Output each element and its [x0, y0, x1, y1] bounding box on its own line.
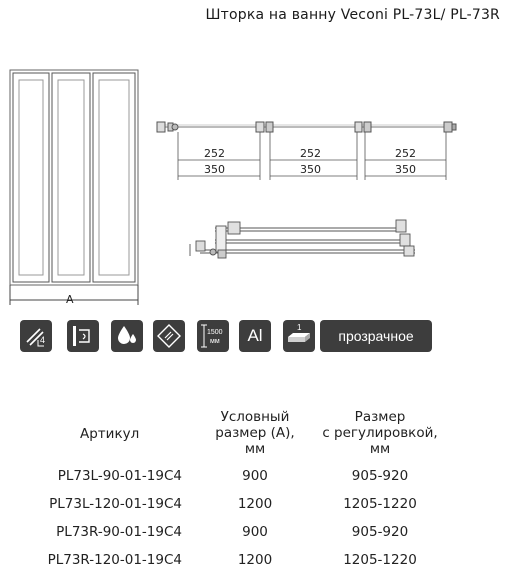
row-size: 1200 [237, 496, 273, 512]
height-unit: мм [210, 338, 220, 345]
table-header-size-2: размер (А), [215, 425, 295, 441]
row-adjustment: 905-920 [351, 524, 409, 540]
row-adjustment: 1205-1220 [343, 496, 417, 512]
table-header-size-3: мм [244, 441, 266, 457]
row-article: PL73L-120-01-19C4 [49, 496, 182, 512]
table-header-adj-2: с регулировкой, [322, 425, 438, 441]
reversible-mount-icon [67, 320, 99, 352]
row-adjustment: 1205-1220 [343, 552, 417, 568]
row-article: PL73L-90-01-19C4 [57, 468, 182, 484]
dim-inner-2: 252 [300, 147, 321, 160]
row-size: 900 [242, 524, 268, 540]
row-adjustment: 905-920 [351, 468, 409, 484]
water-repellent-icon [111, 320, 143, 352]
table-header-adj-1: Размер [354, 409, 406, 425]
table-header-adj-3: мм [369, 441, 391, 457]
table-header-size-1: Условный [220, 409, 290, 425]
box-count-value: 1 [297, 323, 302, 332]
height-icon [197, 320, 229, 352]
row-article: PL73R-120-01-19C4 [47, 552, 182, 568]
easy-clean-icon [153, 320, 185, 352]
aluminium-profile-icon [239, 320, 271, 352]
table-header-article: Артикул [80, 426, 140, 442]
dim-inner-3: 252 [395, 147, 416, 160]
front-view [10, 70, 138, 305]
material-label: Al [247, 326, 263, 345]
box-count-icon [283, 320, 315, 352]
glass-thickness-value: 4 [40, 335, 46, 345]
row-article: PL73R-90-01-19C4 [56, 524, 182, 540]
height-value: 1500 [207, 329, 223, 336]
glass-type-badge: прозрачное [320, 320, 432, 352]
page-title: Шторка на ванну Veconi PL-73L/ PL-73R [205, 7, 500, 23]
row-size: 1200 [237, 552, 273, 568]
top-view-unfolded [157, 122, 456, 132]
row-size: 900 [242, 468, 268, 484]
dim-outer-2: 350 [300, 163, 321, 176]
dim-outer-3: 350 [395, 163, 416, 176]
top-view-folded [190, 220, 415, 258]
front-width-label: A [66, 293, 74, 306]
dim-inner-1: 252 [204, 147, 225, 160]
dim-outer-1: 350 [204, 163, 225, 176]
glass-thickness-icon [20, 320, 52, 352]
